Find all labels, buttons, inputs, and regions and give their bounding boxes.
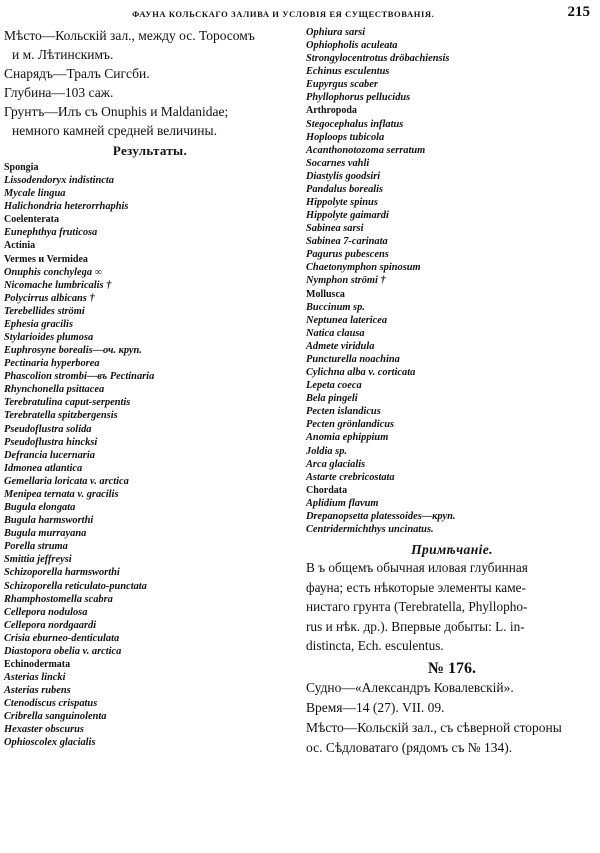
species-list-right: [306, 26, 598, 536]
station-line: Время—14 (27). VII. 09.: [306, 699, 445, 715]
species-entry: Terebellides strömi: [4, 305, 85, 317]
note-line: нистаго грунта (Terebratella, Phyllopho-: [306, 599, 528, 615]
taxon-group-heading: Coelenterata: [4, 214, 59, 226]
results-heading: Результаты.: [112, 143, 188, 158]
species-entry: Stegocephalus inflatus: [306, 118, 404, 130]
species-entry: Arca glacialis: [306, 458, 366, 470]
species-entry: Onuphis conchylega ∞: [4, 266, 103, 278]
species-entry: Terebratella spitzbergensis: [4, 410, 118, 422]
species-entry: Diastopora obelia v. arctica: [4, 645, 122, 657]
metadata-line: немного камней средней величины.: [12, 123, 217, 138]
species-entry: Puncturella noachina: [306, 353, 400, 365]
species-entry: Nicomache lumbricalis †: [4, 279, 112, 291]
page-number: 215: [567, 4, 590, 20]
species-entry: Rhynchonella psittacea: [4, 384, 105, 396]
species-entry: Eupyrgus scaber: [306, 79, 378, 91]
species-entry: Neptunea latericea: [306, 314, 388, 326]
species-entry: Porella struma: [4, 541, 68, 553]
station-number: № 176.: [427, 659, 477, 677]
species-entry: Bugula murrayana: [4, 528, 87, 540]
species-entry: Cellepora nordgaardi: [4, 619, 97, 631]
species-entry: Astarte crebricostata: [306, 471, 395, 483]
note-line: фауна; есть нѣкоторые элементы каме-: [306, 579, 526, 595]
species-entry: Pectinaria hyperborea: [4, 358, 100, 370]
species-entry: Hippolyte gaimardi: [306, 210, 389, 222]
species-entry: Asterias rubens: [4, 685, 71, 697]
species-entry: Gemellaria loricata v. arctica: [4, 475, 129, 487]
species-entry: Halichondria heterorrhaphis: [4, 201, 129, 213]
species-entry: Hippolyte spinus: [306, 197, 378, 209]
running-title: ФАУНА КОЛЬСКАГО ЗАЛИВА И УСЛОВІЯ ЕЯ СУЩЕСТВОВАНІЯ.: [132, 9, 435, 19]
station-metadata: [4, 26, 296, 140]
note-body: [306, 558, 598, 656]
species-entry: Polycirrus albicans †: [4, 292, 95, 304]
species-entry: Schizoporella harmsworthi: [4, 567, 120, 579]
species-entry: Stylarioides plumosa: [4, 332, 94, 344]
species-entry: Pagurus pubescens: [306, 249, 389, 261]
species-entry: Cribrella sanguinolenta: [4, 711, 107, 723]
metadata-line: Мѣсто—Кольскій зал., между ос. Торосомъ: [4, 28, 255, 43]
species-entry: Eunephthya fruticosa: [4, 227, 98, 239]
species-entry: Aplidium flavum: [306, 497, 379, 509]
species-entry: Pseudoflustra solida: [4, 423, 92, 435]
species-entry: Natica clausa: [306, 327, 365, 339]
species-entry: Menipea ternata v. gracilis: [4, 488, 119, 500]
species-entry: Diastylis goodsiri: [306, 170, 381, 182]
species-entry: Ophiopholis aculeata: [306, 40, 398, 52]
species-entry: Ctenodiscus crispatus: [4, 698, 98, 710]
taxon-group-heading: Actinia: [4, 240, 36, 252]
species-entry: Pandalus borealis: [306, 183, 384, 195]
note-line: rus и нѣк. др.). Впервые добыты: L. in-: [306, 618, 525, 634]
species-entry: Joldia sp.: [306, 445, 347, 457]
species-entry: Strongylocentrotus dröbachiensis: [306, 53, 450, 65]
species-entry: Smittia jeffreysi: [4, 554, 72, 566]
species-entry: Ephesia gracilis: [4, 318, 73, 330]
species-entry: Chaetonymphon spinosum: [306, 262, 421, 274]
note-heading: Примѣчаніе.: [411, 542, 493, 558]
species-entry: Bugula harmsworthi: [4, 515, 94, 527]
metadata-line: Глубина—103 саж.: [4, 85, 114, 100]
species-entry: Pecten grönlandicus: [306, 419, 395, 431]
species-entry: Hexaster obscurus: [4, 724, 84, 736]
species-entry: Idmonea atlantica: [4, 462, 83, 474]
species-entry: Bugula elongata: [4, 502, 76, 514]
note-line: В ъ общемъ обычная иловая глубинная: [306, 560, 528, 576]
species-entry: Bela pingeli: [306, 393, 358, 405]
species-list-left: [4, 161, 296, 750]
species-entry: Terebratulina caput-serpentis: [4, 397, 131, 409]
page-header: [0, 4, 600, 24]
species-entry: Buccinum sp.: [306, 301, 365, 313]
station-line: Судно—«Александръ Ковалевскій».: [306, 679, 514, 695]
species-entry: Euphrosyne borealis—оч. круп.: [4, 345, 142, 357]
species-entry: Anomia ephippium: [306, 432, 389, 444]
station-line: ос. Сѣдловатаго (рядомъ съ № 134).: [306, 739, 513, 755]
species-entry: Defrancia lucernaria: [4, 449, 95, 461]
species-entry: Rhamphostomella scabra: [4, 593, 113, 605]
metadata-line: Грунтъ—Илъ съ Onuphis и Maldanidae;: [4, 104, 229, 119]
species-entry: Mycale lingua: [4, 188, 66, 200]
species-entry: Cellepora nodulosa: [4, 606, 88, 618]
taxon-group-heading: Echinodermata: [4, 658, 71, 670]
species-entry: Echinus esculentus: [306, 66, 390, 78]
species-entry: Lepeta coeca: [306, 380, 362, 392]
station-details: [306, 678, 598, 758]
species-entry: Pecten islandicus: [306, 406, 381, 418]
species-entry: Socarnes vahli: [306, 157, 370, 169]
metadata-line: и м. Лѣтинскимъ.: [12, 47, 114, 62]
species-entry: Sabinea sarsi: [306, 223, 364, 235]
taxon-group-heading: Chordata: [306, 484, 348, 496]
species-entry: Drepanopsetta platessoides—круп.: [306, 510, 456, 522]
taxon-group-heading: Vermes и Vermidea: [4, 253, 88, 265]
species-entry: Sabinea 7-carinata: [306, 236, 388, 248]
species-entry: Centridermichthys uncinatus.: [306, 523, 434, 535]
species-entry: Acanthonotozoma serratum: [306, 144, 426, 156]
taxon-group-heading: Mollusca: [306, 288, 345, 300]
species-entry: Ophiura sarsi: [306, 27, 366, 38]
species-entry: Admete viridula: [306, 340, 375, 352]
species-entry: Lissodendoryx indistincta: [4, 175, 114, 187]
station-line: Мѣсто—Кольскій зал., съ сѣверной стороны: [306, 719, 562, 735]
species-entry: Pseudoflustra hincksi: [4, 436, 98, 448]
species-entry: Phascolion strombi—въ Pectinaria: [4, 371, 155, 383]
note-line: distincta, Ech. esculentus.: [306, 638, 444, 654]
species-entry: Ophioscolex glacialis: [4, 737, 96, 749]
species-entry: Hoploops tubicola: [306, 131, 385, 143]
species-entry: Crisia eburneo-denticulata: [4, 632, 120, 644]
right-column: [306, 26, 598, 758]
species-entry: Nymphon strömi †: [306, 275, 386, 287]
species-entry: Asterias lincki: [4, 672, 66, 684]
species-entry: Phyllophorus pellucidus: [306, 92, 411, 104]
species-entry: Schizoporella reticulato-punctata: [4, 580, 147, 592]
taxon-group-heading: Arthropoda: [306, 105, 357, 117]
left-column: [4, 26, 296, 750]
metadata-line: Снарядъ—Тралъ Сигсби.: [4, 66, 150, 81]
taxon-group-heading: Spongia: [4, 162, 39, 173]
species-entry: Cylichna alba v. corticata: [306, 367, 416, 379]
